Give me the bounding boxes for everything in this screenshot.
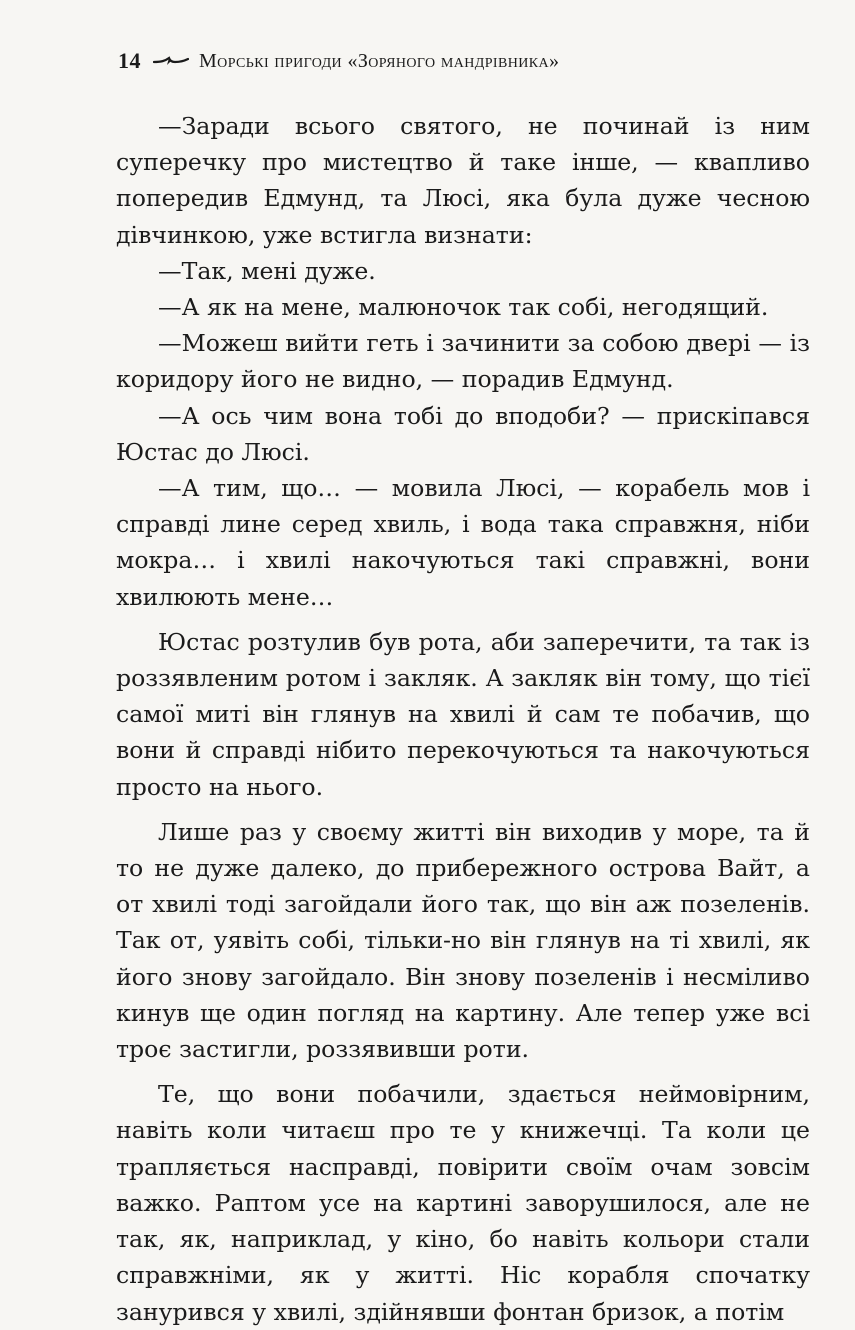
running-head xyxy=(118,44,818,78)
paragraph: —Так, мені дуже. xyxy=(158,256,376,285)
paragraph: Те, що вони побачили, здається неймовірним, навіть коли читаєш про те у книжечці. Та коли це трапляється насправді, повірити своїм очам зовсім важко. Раптом усе на картині заворушилося, але не так, як, наприклад, у кіно, бо навіть кольори стали справжніми, як у житті. Ніс корабля спочатку занурився у хвилі, здійнявши фонтан бризок, а потім xyxy=(116,1080,810,1326)
star-ornament-icon xyxy=(153,53,189,69)
page-number: 14 xyxy=(118,48,141,73)
body-text xyxy=(116,108,810,1330)
book-title: Морські пригоди «Зоряного мандрівника» xyxy=(199,49,560,72)
paragraph: —Можеш вийти геть і зачинити за собою двері — із коридору його не видно, — порадив Едмунд. xyxy=(116,329,810,394)
paragraph: Юстас розтулив був рота, аби заперечити, та так із роззявленим ротом і закляк. А закляк він тому, що тієї самої миті він глянув на хвилі й сам те побачив, що вони й справді нібито перекочуються та накочуються просто на нього. xyxy=(116,627,810,801)
paragraph: —А як на мене, малюночок так собі, негодящий. xyxy=(158,293,769,322)
paragraph: Лише раз у своєму житті він виходив у море, та й то не дуже далеко, до прибережного острова Вайт, а от хвилі тоді загойдали його так, що він аж позеленів. Так от, уявіть собі, тільки-но він глянув на ті хвилі, як його знову загойдало. Він знову позеленів і несміливо кинув ще один погляд на картину. Але тепер уже всі троє застигли, роззявивши роти. xyxy=(116,817,810,1064)
paragraph: —Заради всього святого, не починай із ним суперечку про мистецтво й таке інше, — квапливо попередив Едмунд, та Люсі, яка була дуже чесною дівчинкою, уже встигла визнати: xyxy=(116,112,810,249)
paragraph: —А ось чим вона тобі до вподоби? — прискіпався Юстас до Люсі. xyxy=(116,401,810,466)
paragraph: —А тим, що… — мовила Люсі, — корабель мов і справді лине серед хвиль, і вода така справжня, ніби мокра… і хвилі накочуються такі справжні, вони хвилюють мене… xyxy=(116,474,810,611)
